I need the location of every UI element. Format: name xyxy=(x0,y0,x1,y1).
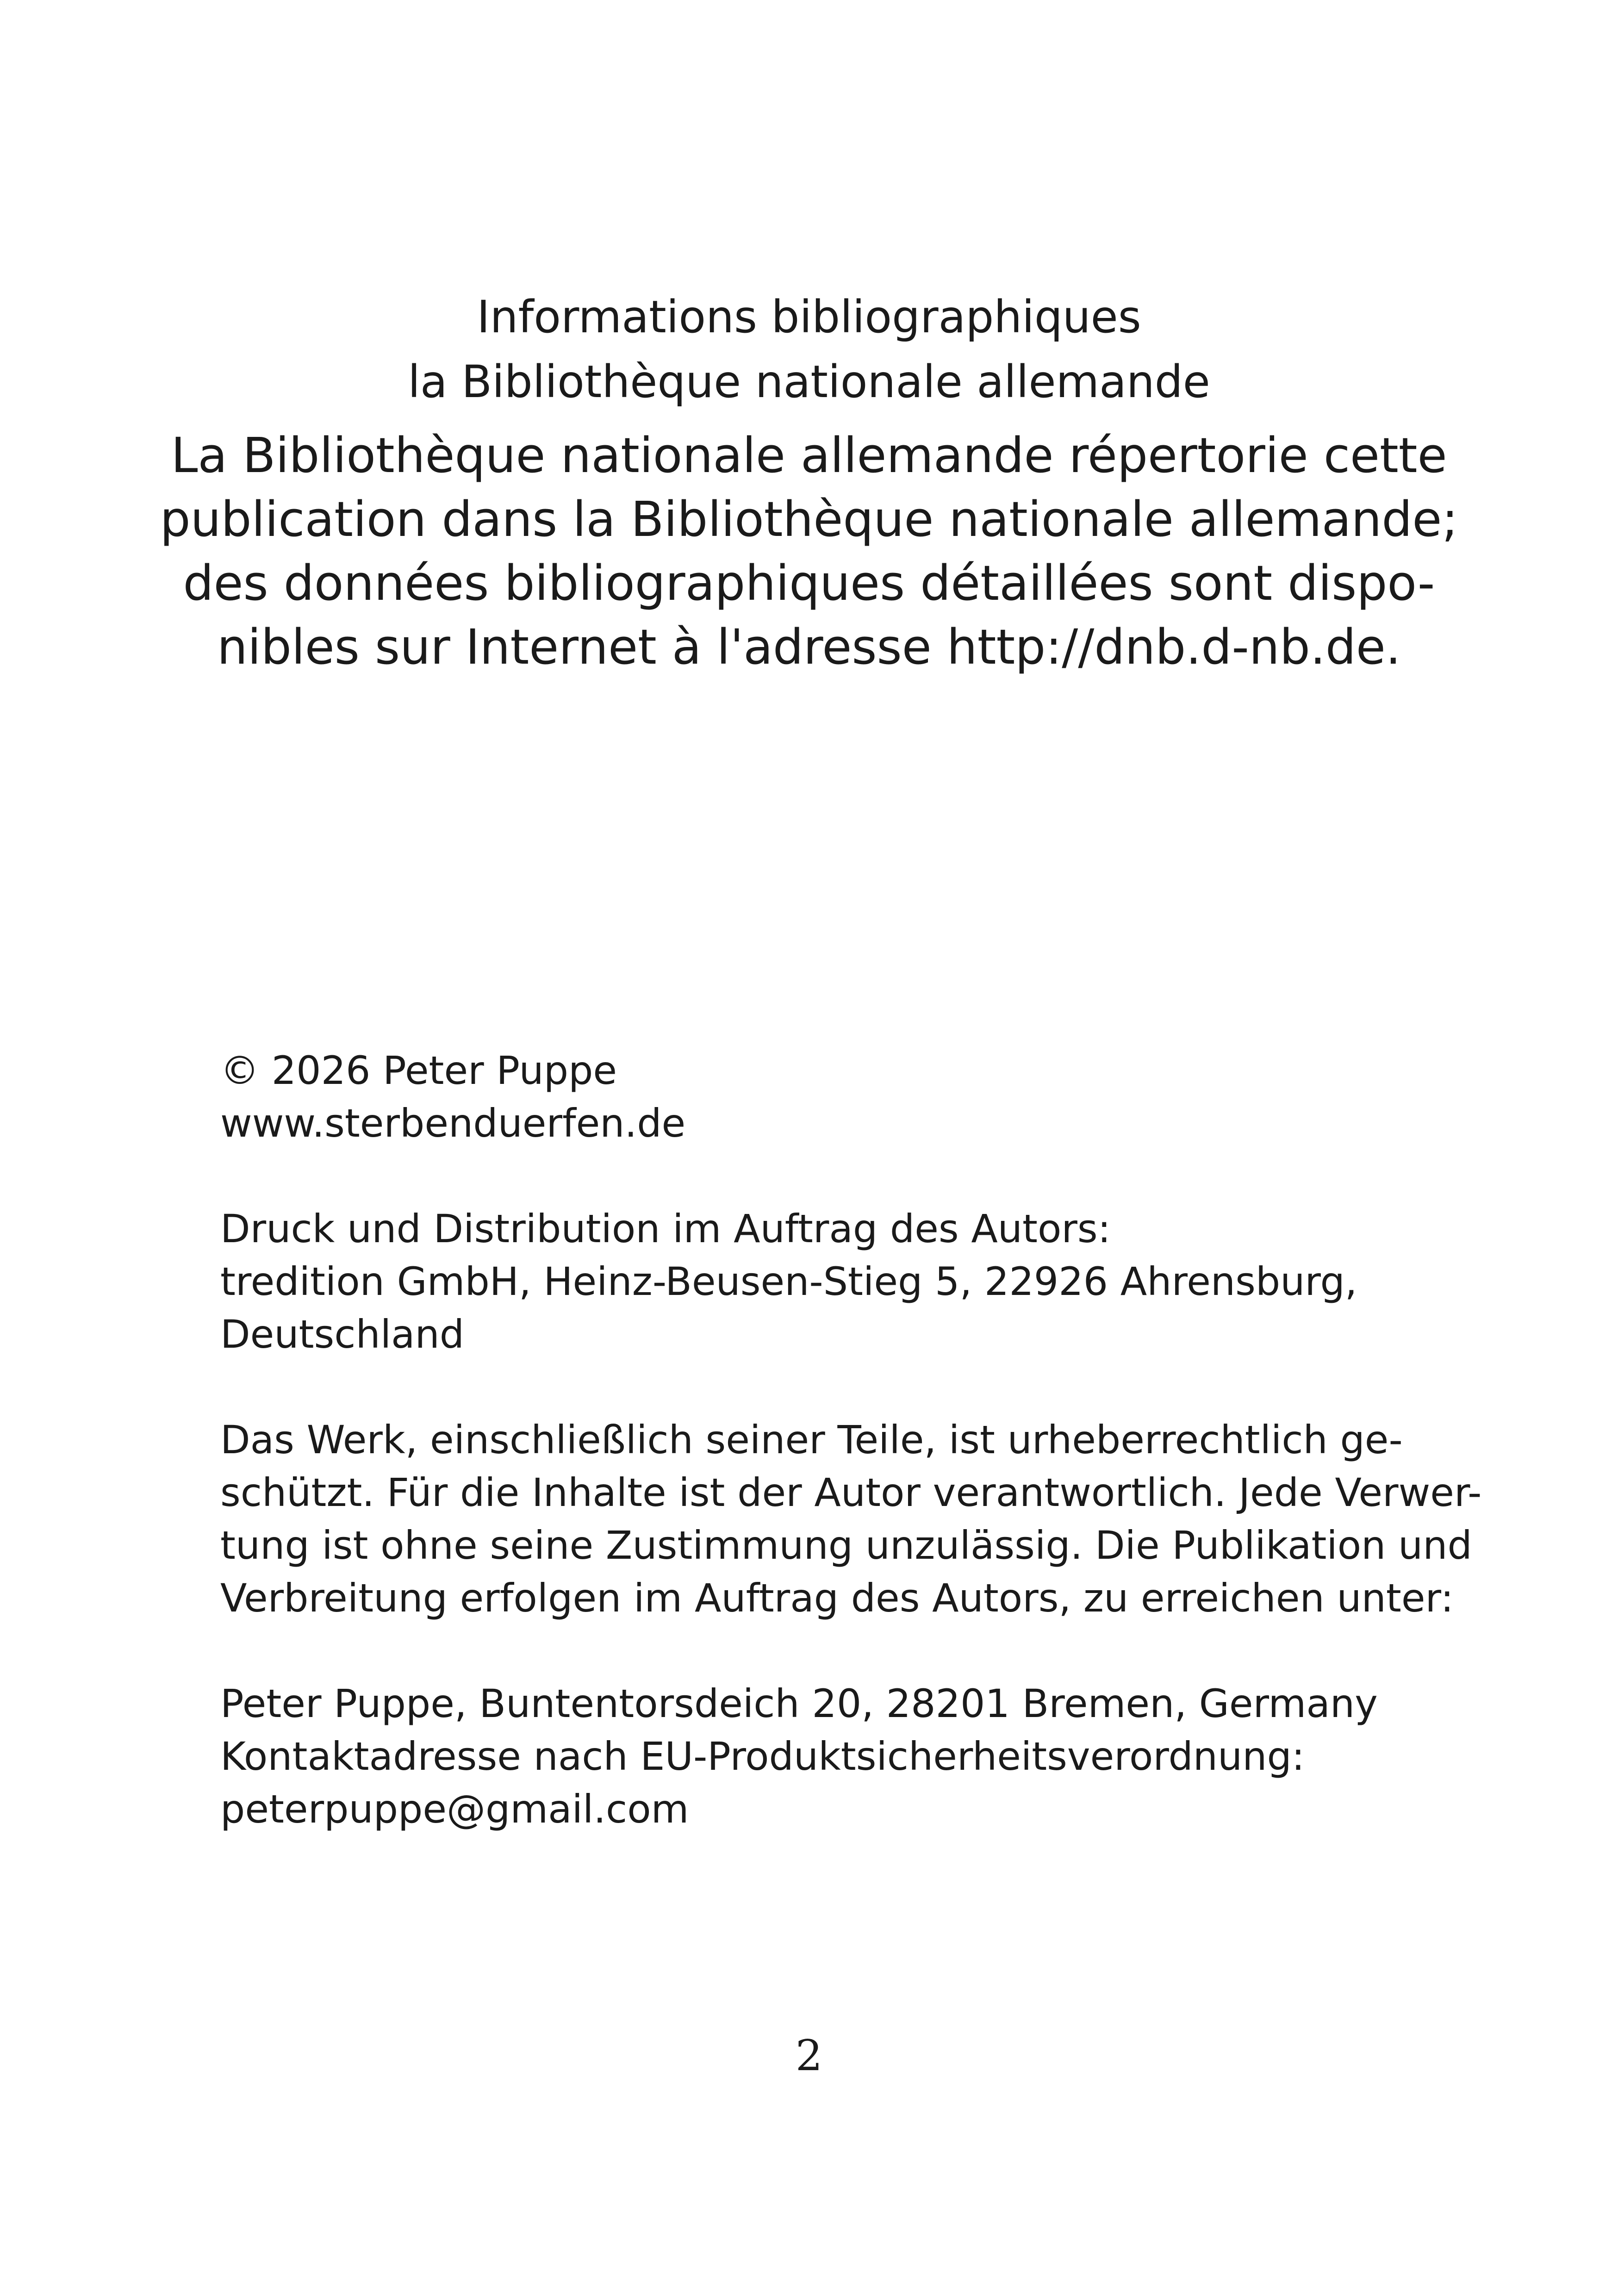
copyright-line: © 2026 Peter Puppe xyxy=(220,1048,617,1093)
rights-line: Das Werk, einschließlich seiner Teile, ist urheberrechtlich ge- xyxy=(220,1417,1403,1462)
bibliographic-notice xyxy=(0,423,1618,679)
contact-line: Kontaktadresse nach EU-Produktsicherheitsverordnung: xyxy=(220,1734,1305,1779)
rights-line: tung ist ohne seine Zustimmung unzulässig. Die Publikation und xyxy=(220,1523,1472,1568)
page-number: 2 xyxy=(795,2031,823,2080)
rights-line: schützt. Für die Inhalte ist der Autor verantwortlich. Jede Verwer- xyxy=(220,1470,1482,1515)
imprint xyxy=(220,1044,1482,1888)
bibliographic-heading xyxy=(0,285,1618,414)
distribution-block xyxy=(220,1202,1470,1361)
copyright-block xyxy=(220,1044,1470,1150)
distribution-line: Deutschland xyxy=(220,1312,465,1357)
notice-line: publication dans la Bibliothèque nationale allemande; xyxy=(160,491,1458,548)
heading-line: la Bibliothèque nationale allemande xyxy=(408,356,1210,408)
distribution-line: Druck und Distribution im Auftrag des Autors: xyxy=(220,1206,1111,1251)
website-line: www.sterbenduerfen.de xyxy=(220,1101,686,1146)
heading-line: Informations bibliographiques xyxy=(477,291,1141,343)
rights-line: Verbreitung erfolgen im Auftrag des Autors, zu erreichen unter: xyxy=(220,1575,1454,1621)
bibliographic-info xyxy=(0,285,1618,679)
distribution-line: tredition GmbH, Heinz-Beusen-Stieg 5, 22926 Ahrensburg, xyxy=(220,1259,1357,1304)
rights-block xyxy=(220,1413,1482,1624)
notice-line: La Bibliothèque nationale allemande répertorie cette xyxy=(171,427,1447,484)
contact-block xyxy=(220,1677,1470,1836)
notice-line: des données bibliographiques détaillées sont dispo- xyxy=(183,555,1435,611)
contact-email: peterpuppe@gmail.com xyxy=(220,1786,689,1832)
notice-line: nibles sur Internet à l'adresse http://dnb.d-nb.de. xyxy=(217,619,1401,675)
contact-line: Peter Puppe, Buntentorsdeich 20, 28201 Bremen, Germany xyxy=(220,1681,1378,1726)
